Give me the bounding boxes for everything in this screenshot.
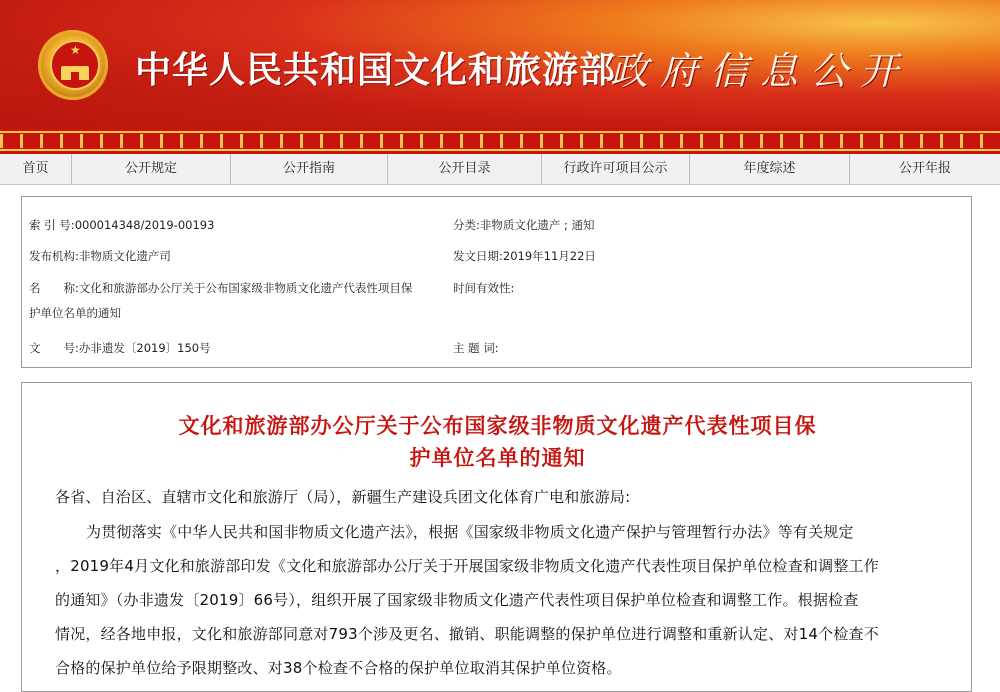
main-nav (0, 154, 1000, 185)
site-name[interactable]: 中华人民共和国文化和旅游部 (135, 50, 617, 91)
document-name: 名 称:文化和旅游部办公厅关于公布国家级非物质文化遗产代表性项目保 (29, 281, 413, 295)
decorative-border (0, 128, 1000, 154)
salutation: 各省、自治区、直辖市文化和旅游厅（局），新疆生产建设兵团文化体育广电和旅游局: (55, 488, 631, 506)
nav-item-catalog[interactable]: 公开目录 (388, 154, 542, 184)
body-line: 的通知》（办非遗发〔2019〕66号），组织开展了国家级非物质文化遗产代表性项目保护单位检查和调整工作。根据检查 (55, 591, 859, 609)
nav-item-annual-report[interactable]: 公开年报 (898, 161, 951, 176)
index-number: 索 引 号:000014348/2019-00193 (29, 218, 215, 232)
article-body (21, 382, 972, 692)
national-emblem-icon: ★ (38, 30, 108, 100)
section-name: 政府信息公开 (610, 49, 911, 93)
issuer: 发布机构:非物质文化遗产司 (29, 249, 171, 263)
document-info-box (21, 196, 972, 368)
validity: 时间有效性: (453, 281, 515, 295)
header-banner (0, 0, 1000, 128)
body-line: 为贯彻落实《中华人民共和国非物质文化遗产法》，根据《国家级非物质文化遗产保护与管理暂行办法》等有关规定 (86, 523, 854, 541)
subject-words: 主 题 词: (453, 341, 499, 355)
nav-item-license[interactable]: 行政许可项目公示 (542, 154, 690, 184)
document-name-cont: 护单位名单的通知 (29, 306, 121, 320)
body-line: 情况，经各地申报，文化和旅游部同意对793个涉及更名、撤销、职能调整的保护单位进行调整和重新认定、对14个检查不 (55, 625, 879, 643)
category: 分类:非物质文化遗产 ; 通知 (453, 218, 595, 232)
nav-item-summary[interactable]: 年度综述 (690, 154, 850, 184)
document-number: 文 号:办非遗发〔2019〕150号 (29, 341, 211, 355)
nav-item-guide[interactable]: 公开指南 (231, 154, 388, 184)
article-title-line2: 护单位名单的通知 (409, 446, 586, 470)
nav-item-home[interactable]: 首页 (0, 154, 72, 184)
issue-date: 发文日期:2019年11月22日 (453, 249, 596, 263)
body-line: ，2019年4月文化和旅游部印发《文化和旅游部办公厅关于开展国家级非物质文化遗产代表性项目保护单位检查和调整工作 (55, 557, 879, 575)
nav-item-rules[interactable]: 公开规定 (72, 154, 231, 184)
body-line: 合格的保护单位给予限期整改、对38个检查不合格的保护单位取消其保护单位资格。 (55, 659, 622, 677)
article-title-line1: 文化和旅游部办公厅关于公布国家级非物质文化遗产代表性项目保 (178, 414, 817, 438)
